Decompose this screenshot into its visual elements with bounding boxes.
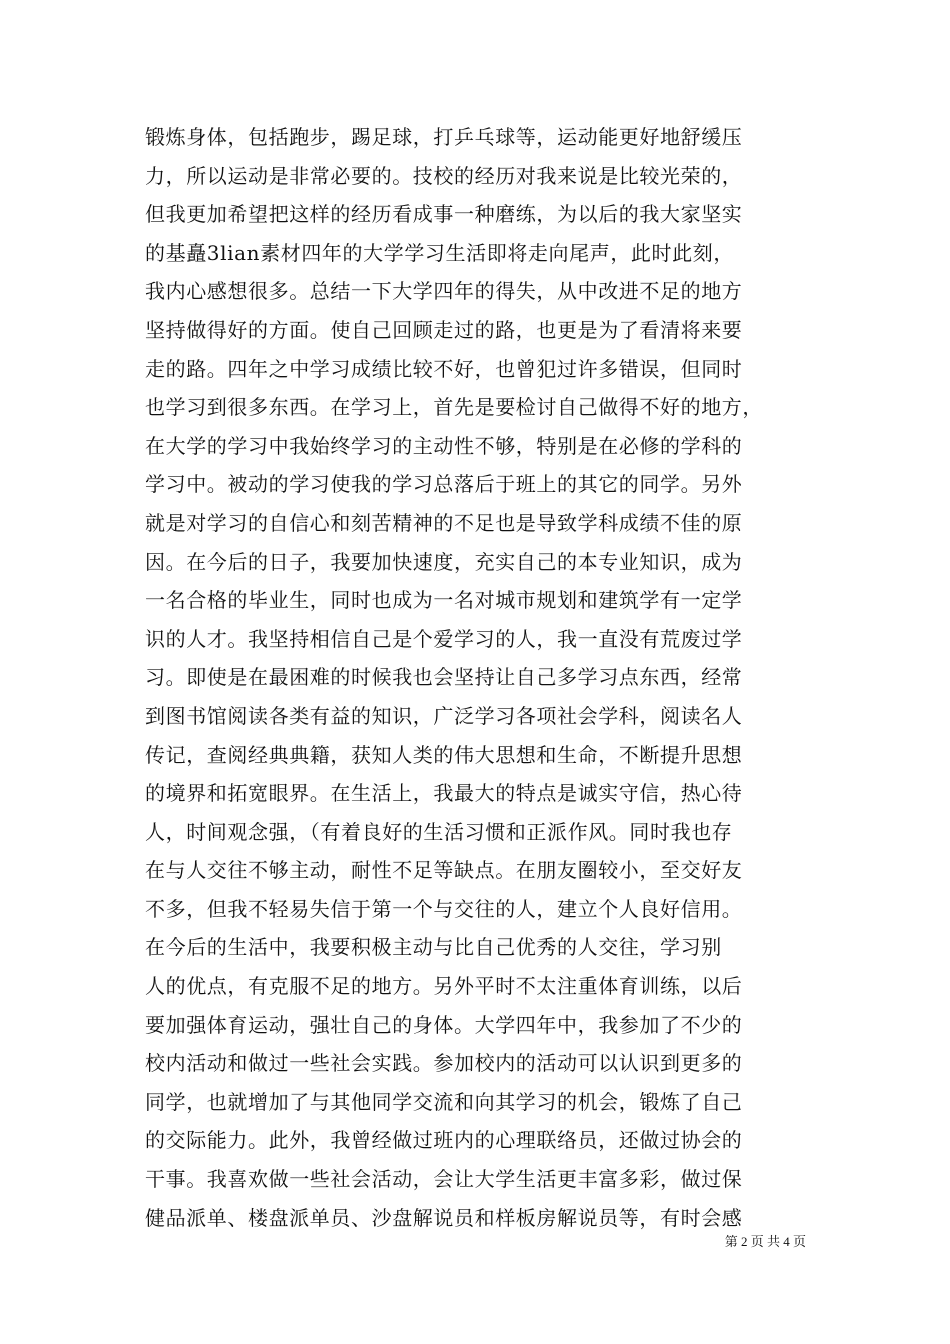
text-line: 在大学的学习中我始终学习的主动性不够，特别是在必修的学科的 (145, 433, 743, 458)
text-line: 的基矗3lian素材四年的大学学习生活即将走向尾声，此时此刻， (145, 240, 734, 265)
text-line: 的境界和拓宽眼界。在生活上，我最大的特点是诚实守信，热心待 (145, 781, 743, 806)
text-line: 干事。我喜欢做一些社会活动，会让大学生活更丰富多彩，做过保 (145, 1167, 743, 1192)
text-line: 不多，但我不轻易失信于第一个与交往的人，建立个人良好信用。 (145, 896, 743, 921)
text-line: 健品派单、楼盘派单员、沙盘解说员和样板房解说员等，有时会感 (145, 1205, 743, 1230)
text-line: 人，时间观念强，（有着良好的生活习惯和正派作风。同时我也存 (145, 819, 733, 844)
text-line: 力，所以运动是非常必要的。技校的经历对我来说是比较光荣的， (145, 163, 743, 188)
text-line: 一名合格的毕业生，同时也成为一名对城市规划和建筑学有一定学 (145, 588, 743, 613)
text-line: 在今后的生活中，我要积极主动与比自己优秀的人交往，学习别 (145, 935, 722, 960)
text-line: 识的人才。我坚持相信自己是个爱学习的人，我一直没有荒废过学 (145, 626, 743, 651)
text-line: 到图书馆阅读各类有益的知识，广泛学习各项社会学科，阅读名人 (145, 703, 743, 728)
text-line: 也学习到很多东西。在学习上，首先是要检讨自己做得不好的地方， (145, 395, 763, 420)
text-line: 要加强体育运动，强壮自己的身体。大学四年中，我参加了不少的 (145, 1012, 743, 1037)
text-line: 传记，查阅经典典籍，获知人类的伟大思想和生命，不断提升思想 (145, 742, 743, 767)
text-line: 校内活动和做过一些社会实践。参加校内的活动可以认识到更多的 (145, 1051, 743, 1076)
text-line: 走的路。四年之中学习成绩比较不好，也曾犯过许多错误，但同时 (145, 356, 743, 381)
page-footer: 第 2 页 共 4 页 (724, 1234, 806, 1249)
text-line: 习。即使是在最困难的时候我也会坚持让自己多学习点东西，经常 (145, 665, 743, 690)
text-line: 在与人交往不够主动，耐性不足等缺点。在朋友圈较小，至交好友 (145, 858, 743, 883)
text-line: 我内心感想很多。总结一下大学四年的得失，从中改进不足的地方 (145, 279, 743, 304)
body-text (145, 118, 825, 1237)
text-line: 就是对学习的自信心和刻苦精神的不足也是导致学科成绩不佳的原 (145, 510, 743, 535)
text-line: 的交际能力。此外，我曾经做过班内的心理联络员，还做过协会的 (145, 1128, 743, 1153)
text-line: 因。在今后的日子，我要加快速度，充实自己的本专业知识，成为 (145, 549, 743, 574)
text-line: 同学，也就增加了与其他同学交流和向其学习的机会，锻炼了自己 (145, 1089, 743, 1114)
text-line: 坚持做得好的方面。使自己回顾走过的路，也更是为了看清将来要 (145, 317, 743, 342)
text-line: 学习中。被动的学习使我的学习总落后于班上的其它的同学。另外 (145, 472, 743, 497)
text-line: 人的优点，有克服不足的地方。另外平时不太注重体育训练，以后 (145, 974, 743, 999)
text-line: 锻炼身体，包括跑步，踢足球，打乒乓球等，运动能更好地舒缓压 (145, 125, 743, 149)
text-line: 但我更加希望把这样的经历看成事一种磨练，为以后的我大家坚实 (145, 202, 743, 227)
